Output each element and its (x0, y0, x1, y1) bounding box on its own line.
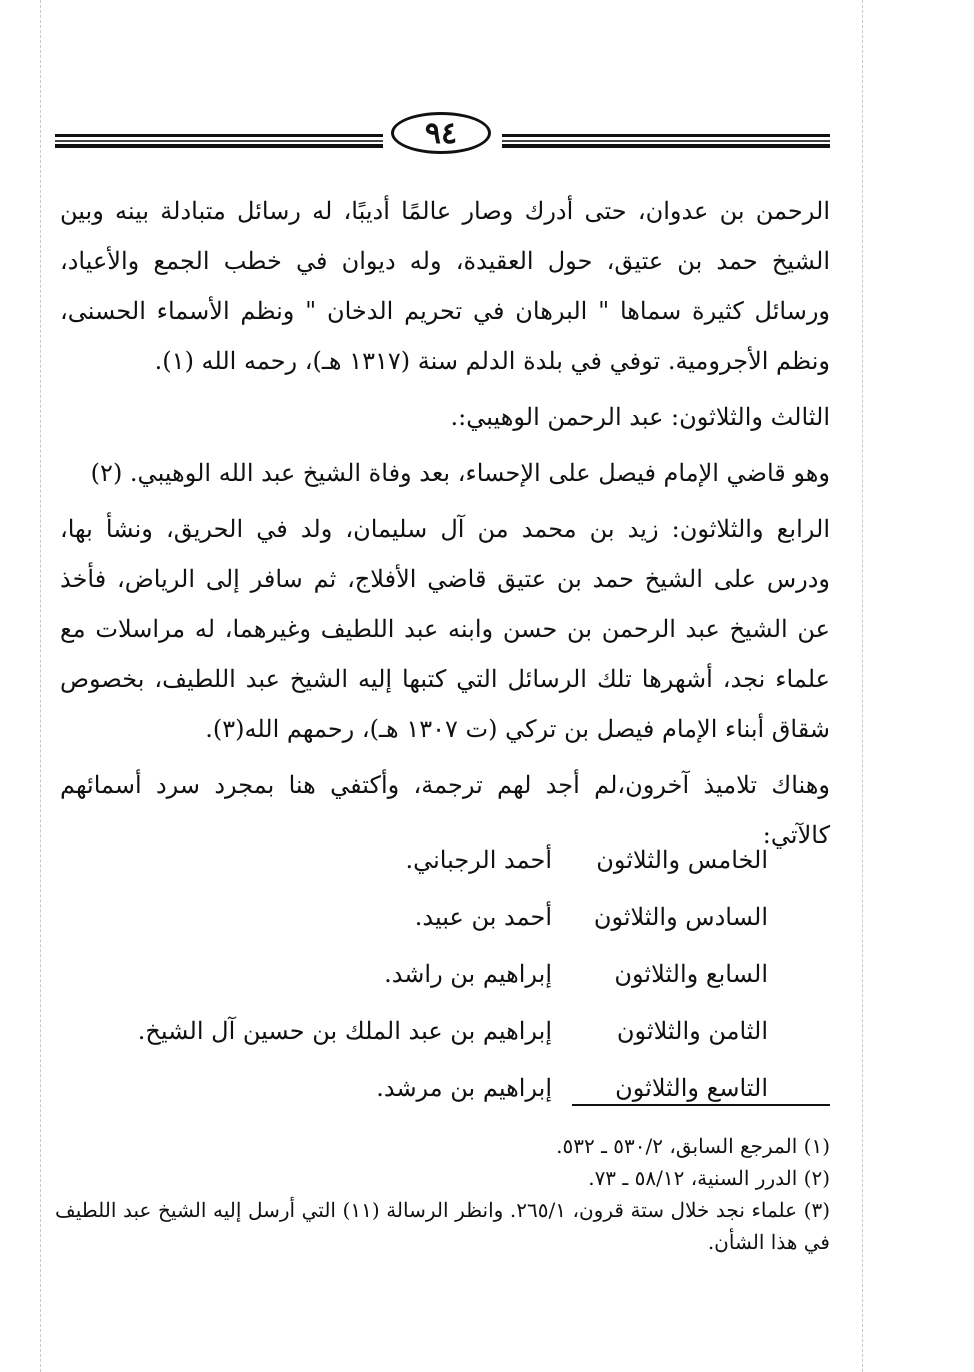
footnote-separator (572, 1104, 830, 1106)
student-row (354, 889, 768, 946)
header-rule-right (502, 134, 830, 148)
student-name: إبراهيم بن راشد. (384, 960, 552, 988)
student-ordinal: السابع والثلاثون (614, 960, 768, 988)
student-ordinal: الخامس والثلاثون (596, 846, 768, 874)
footnote: (٢) الدرر السنية، ٥٨/١٢ ـ ٧٣. (588, 1166, 830, 1190)
footnotes (55, 1130, 830, 1258)
student-ordinal: السادس والثلاثون (593, 903, 768, 931)
student-row (354, 832, 768, 889)
paragraph: الرحمن بن عدوان، حتى أدرك وصار عالمًا أديبًا، له رسائل متبادلة بينه وبين الشيخ حمد بن عتيق، حول العقيدة، وله ديوان في خطب الجمع والأعياد، ورسائل كثيرة سماها " البرهان في تحريم الدخان " ونظم الأسماء الحسنى، ونظم الأجرومية. توفي في بلدة الدلم سنة (١٣١٧ هـ)، رحمه الله (١). (60, 197, 830, 375)
header-rule-left (55, 134, 383, 148)
page-header (55, 108, 830, 164)
main-text (60, 186, 830, 866)
student-ordinal: الثامن والثلاثون (616, 1017, 768, 1045)
paragraph: وهناك تلاميذ آخرون،لم أجد لهم ترجمة، وأكتفي هنا بمجرد سرد أسمائهم كالآتي: (60, 771, 830, 849)
student-name: أحمد بن عبيد. (414, 903, 552, 931)
page-number (391, 112, 491, 154)
paragraph: الرابع والثلاثون: زيد بن محمد من آل سليمان، ولد في الحريق، ونشأ بها، ودرس على الشيخ حمد بن عتيق قاضي الأفلاج، ثم سافر إلى الرياض، فأخذ عن الشيخ عبد الرحمن بن حسن وابنه عبد اللطيف وغيرهما، له مراسلات مع علماء نجد، أشهرها تلك الرسائل التي كتبها إليه الشيخ عبد اللطيف، بخصوص شقاق أبناء الإمام فيصل بن تركي (ت ١٣٠٧ هـ)، رحمهم الله(٣). (60, 515, 830, 743)
paragraph: وهو قاضي الإمام فيصل على الإحساء، بعد وفاة الشيخ عبد الله الوهيبي. (٢) (90, 459, 830, 487)
student-list (137, 832, 768, 1117)
student-row (354, 1060, 768, 1117)
footnote: (١) المرجع السابق، ٥٣٠/٢ ـ ٥٣٢. (556, 1134, 830, 1158)
student-ordinal: التاسع والثلاثون (615, 1074, 768, 1102)
student-row (137, 1003, 768, 1060)
student-row (354, 946, 768, 1003)
footnote: (٣) علماء نجد خلال ستة قرون، ٢٦٥/١. وانظر الرسالة (١١) التي أرسل إليه الشيخ عبد اللطيف في هذا الشأن. (55, 1198, 831, 1254)
page-margin-line-left (40, 0, 41, 1372)
section-heading-33: الثالث والثلاثون: عبد الرحمن الوهيبي:. (450, 403, 830, 431)
student-name: إبراهيم بن عبد الملك بن حسين آل الشيخ. (137, 1017, 552, 1045)
page-number-text: ٩٤ (424, 115, 458, 151)
student-name: إبراهيم بن مرشد. (376, 1074, 552, 1102)
student-name: أحمد الرجباني. (405, 846, 552, 874)
page-margin-line-right (862, 0, 863, 1372)
